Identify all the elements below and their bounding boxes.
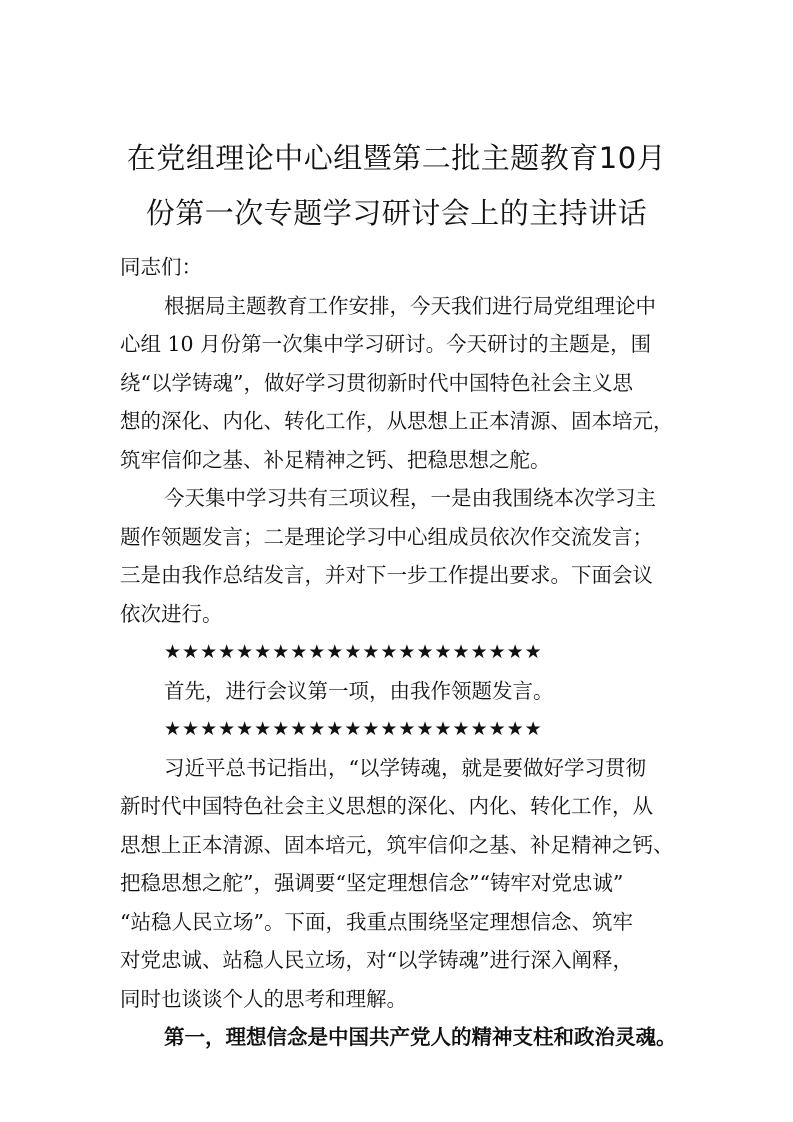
paragraph-line: 依次进行。 [120, 601, 223, 626]
paragraph-line: 今天集中学习共有三项议程，一是由我围绕本次学习主 [164, 486, 656, 510]
star-divider: ★★★★★★★★★★★★★★★★★★★★★ [164, 641, 543, 663]
salutation: 同志们： [120, 255, 202, 279]
document-body [120, 248, 675, 1057]
title-line-2: 份第一次专题学习研讨会上的主持讲话 [145, 196, 648, 230]
paragraph-line: 筑牢信仰之基、补足精神之钙、把稳思想之舵。 [120, 447, 551, 472]
paragraph-line: 把稳思想之舵”，强调要“坚定理想信念”“铸牢对党忠诚” [120, 871, 624, 895]
paragraph-line: “站稳人民立场”。下面，我重点围绕坚定理想信念、筑牢 [120, 909, 633, 934]
paragraph-line: 同时也谈谈个人的思考和理解。 [120, 986, 407, 1011]
section-heading: 第一，理想信念是中国共产党人的精神支柱和政治灵魂。 [164, 1025, 677, 1049]
paragraph-line: 首先，进行会议第一项，由我作领题发言。 [164, 678, 554, 703]
paragraph-line: 思想上正本清源、固本培元，筑牢信仰之基、补足精神之钙、 [120, 832, 674, 857]
title-line-1: 在党组理论中心组暨第二批主题教育10月 [126, 141, 667, 175]
paragraph-line: 心组 10 月份第一次集中学习研讨。今天研讨的主题是，围 [120, 332, 652, 356]
paragraph-line: 对党忠诚、站稳人民立场，对“以学铸魂”进行深入阐释， [120, 948, 633, 972]
paragraph-line: 绕“以学铸魂”，做好学习贯彻新时代中国特色社会主义思 [120, 370, 633, 395]
paragraph-line: 三是由我作总结发言，并对下一步工作提出要求。下面会议 [120, 563, 653, 587]
paragraph-line: 新时代中国特色社会主义思想的深化、内化、转化工作，从 [120, 794, 653, 818]
paragraph-line: 想的深化、内化、转化工作，从思想上正本清源、固本培元， [120, 409, 674, 433]
paragraph-line: 根据局主题教育工作安排，今天我们进行局党组理论中 [164, 293, 656, 318]
paragraph-line: 习近平总书记指出，“以学铸魂，就是要做好学习贯彻 [164, 755, 646, 780]
star-divider: ★★★★★★★★★★★★★★★★★★★★★ [164, 718, 543, 740]
paragraph-line: 题作领题发言；二是理论学习中心组成员依次作交流发言； [120, 524, 653, 549]
